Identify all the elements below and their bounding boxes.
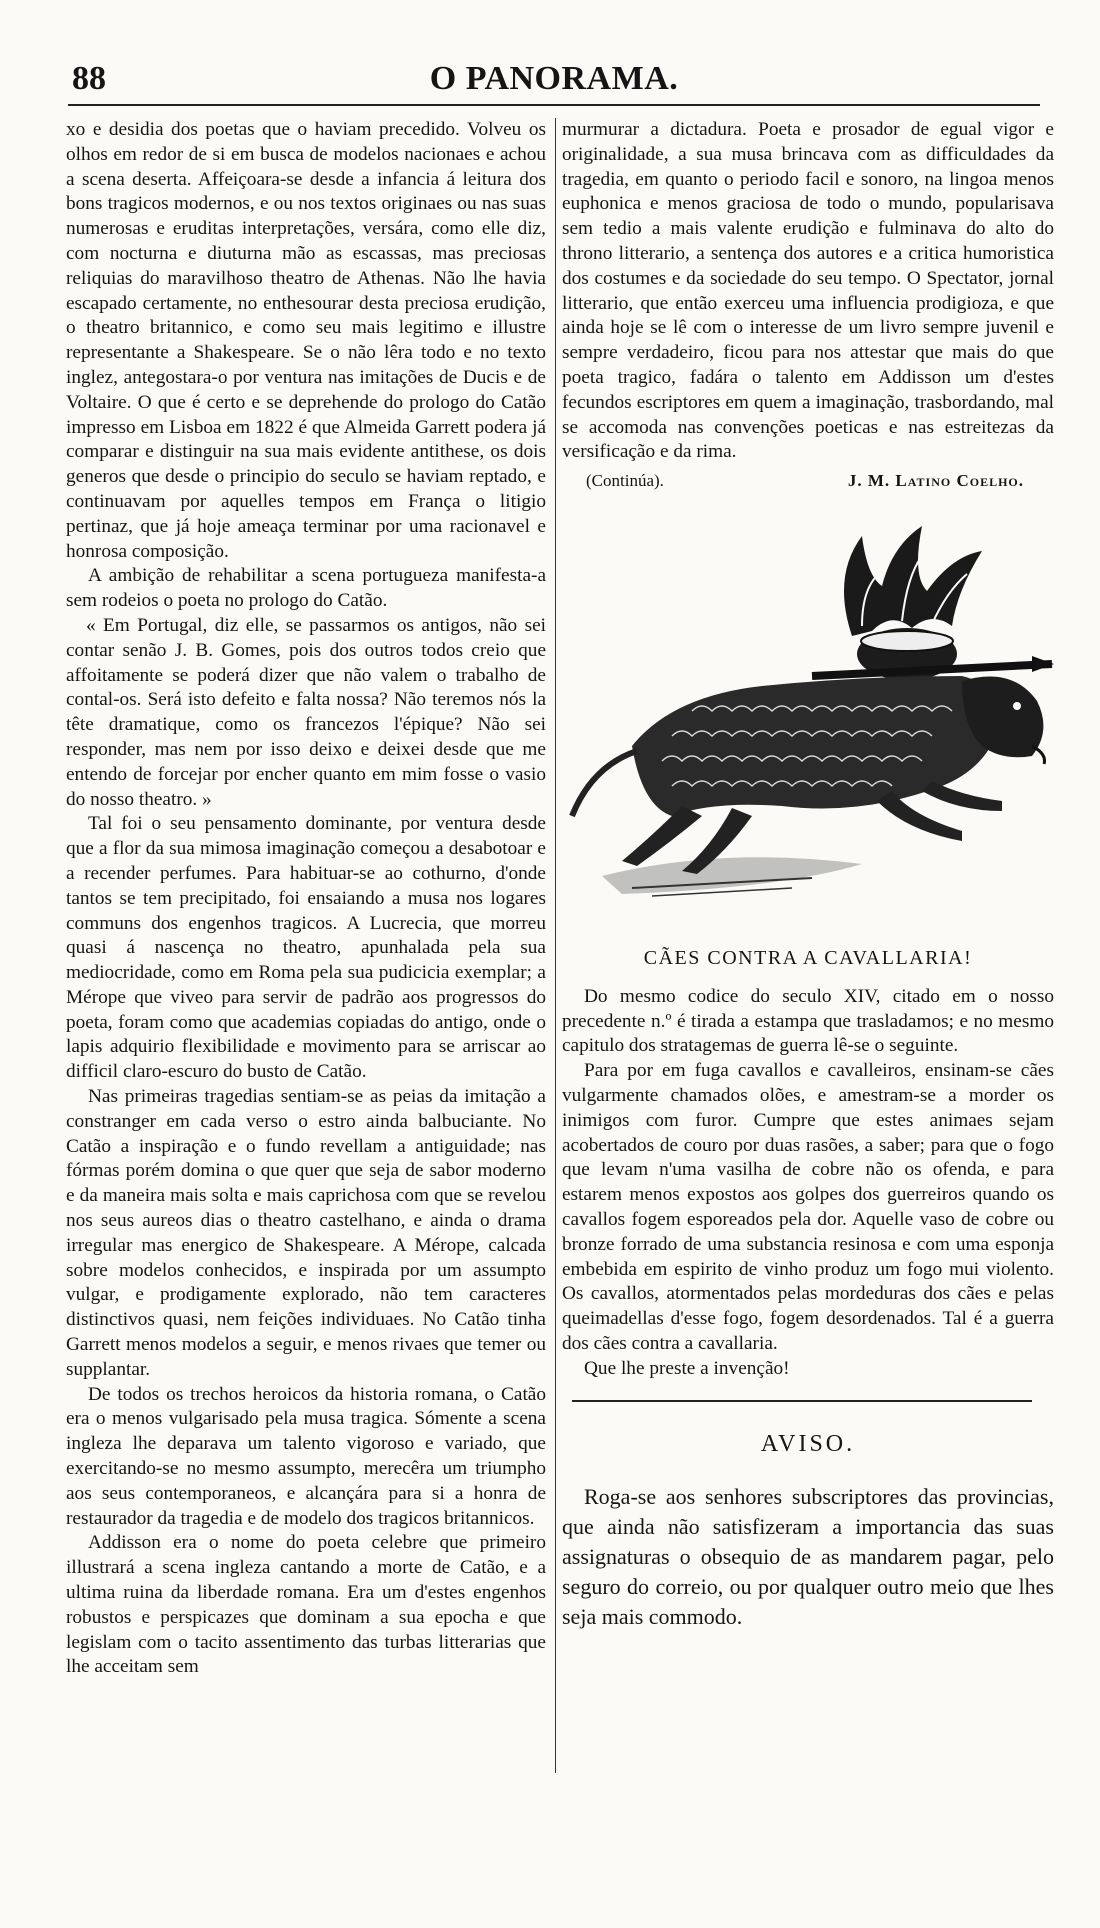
article-paragraph: A ambição de rehabilitar a scena portugueza manifesta-a sem rodeios o poeta no prologo do Catão. (66, 565, 546, 612)
left-column (66, 118, 546, 1680)
continua-label: (Continúa). (586, 471, 664, 491)
article-paragraph: Tal foi o seu pensamento dominante, por ventura desde que a flor da sua mimosa imaginação começou a desabotoar e a recender perfumes. Para habituar-se ao cothurno, d'onde tantos se tem precipitado, foi ensaiando a musa nos logares communs dos engenhos tragicos. A Lucrecia, que morreu quasi á nascença no theatro, apunhalada pela sua mediocridade, como em Roma pela sua pudicicia exemplar; a Mérope que viveo para servir de padrão aos progressos do poeta, foram como que academias copiadas do antigo, onde o lapis adquirio flexibilidade e movimento para se arriscar ao difficil claro-escuro do busto de Catão. (66, 813, 546, 1083)
page-number: 88 (72, 60, 106, 97)
article-paragraph: Que lhe preste a invenção! (584, 1357, 790, 1379)
author-signature: J. M. Latino Coelho. (847, 471, 1024, 491)
quotation-paragraph: « Em Portugal, diz elle, se passarmos os antigos, não sei contar senão J. B. Gomes, pois dos outros todos creio que affoitamente se poderá dizer que não valem o trabalho de contal-os. Será isto defeito e falta nossa? Não teremos nós la tête dramatique, como os francezos l'épique? Não sei responder, mas nem por isso deixo e deixei desde que me entendo de forcejar por encher quanto em mim fosse o vasio do nosso theatro. » (66, 614, 546, 810)
column-divider (555, 118, 556, 1773)
illustration-caption: CÃES CONTRA A CAVALLARIA! (643, 946, 973, 969)
article-paragraph: De todos os trechos heroicos da historia romana, o Catão era o menos vulgarisado pela musa tragica. Sómente a scena ingleza lhe deparava um talento vigoroso e variado, que exercitando-se no mesmo assumpto, merecêra um triumpho aos seus contemporaneos, e alcançára para si a honra de restaurador da tragedia e de modelo dos tragicos britannicos. (66, 1383, 546, 1529)
article-paragraph: murmurar a dictadura. Poeta e prosador de egual vigor e originalidade, a sua musa brincava com as difficuldades da tragedia, em quanto o periodo facil e sonoro, na lingoa menos euphonica e menos graciosa de todo o mundo, popularisava sem tedio a mais valente erudição e fulminava do alto do throno litterario, a sentença dos autores e a critica humoristica dos costumes e da sociedade do seu tempo. O Spectator, jornal litterario, que então exerceu uma influencia prodigioza, e que ainda hoje se lê com o interesse de um livro sempre juvenil e sempre verdadeiro, ficou para nos attestar que mais do que poeta tragico, fadára o talento em Addisson um d'estes fecundos escriptores em quem a imaginação, trasbordando, mal se accomoda nas convenções poeticas e nas estreitezas da versificação e da rima. (562, 119, 1054, 463)
right-column (562, 118, 1054, 1632)
article-paragraph: xo e desidia dos poetas que o haviam precedido. Volveu os olhos em redor de si em busca de modelos nacionaes e achou a scena deserta. Affeiçoara-se desde a infancia á leitura dos bons tragicos modernos, e ou nos textos originaes ou nas suas numerosas e eruditas interpretações, versára, como elle diz, com nocturna e diuturna mão as escassas, mas preciosas reliquias do maravilhoso theatro de Athenas. Não lhe havia escapado certamente, no enthesourar desta preciosa erudição, o theatro britannico, e como seu mais legitimo e illustre representante a Shakespeare. Se o não lêra todo e no texto inglez, antegostara-o por ventura nas imitações de Ducis e de Voltaire. O que é certo e se deprehende do prologo do Catão impresso em Lisboa em 1822 é que Almeida Garrett podera já comparar e distinguir na sua mais evidente antithese, os dois generos que desde o principio do seculo se haviam reptado, e continuavam por aquelles tempos em França o litigio pertinaz, que já hoje ameaça terminar por uma racionavel e honrosa composição. (66, 119, 546, 562)
dog-illustration (562, 516, 1054, 938)
article-paragraph: Para por em fuga cavallos e cavalleiros, ensinam-se cães vulgarmente chamados olões, e amestram-se a morder os inimigos com furor. Cumpre que estes animaes sejam acobertados de couro por duas rasões, a saber; para que o fogo que levam n'uma vasilha de cobre não os ofenda, e para estarem menos expostos aos golpes dos guerreiros quando os cavallos fogem esporeados pela dor. Aquelle vaso de cobre ou bronze forrado de uma substancia resinosa e com uma esponja embebida em espirito de vinho produz um fogo mui violento. Os cavallos, atormentados pelas mordeduras dos cães e pelas queimadellas d'esse fogo, fogem desordenados. Tal é a guerra dos cães contra a cavallaria. (562, 1060, 1054, 1354)
section-divider (572, 1400, 1032, 1402)
armored-dog-icon (562, 516, 1054, 938)
article-paragraph: Nas primeiras tragedias sentiam-se as peias da imitação a constranger em cada verso o estro ainda balbuciante. No Catão a inspiração e o fundo revellam a antiguidade; nas fórmas porém domina o que quer que seja de sabor moderno e da maneira mais solta e mais caprichosa com que se revelou nos seus aureos dias o theatro castelhano, e ainda o drama irregular mas energico de Shakespeare. A Mérope, calcada sobre modelos conhecidos, e inspirada por um assumpto vulgar, e prodigamente explorado, não tem caracteres distinctivos quasi, nem feições individuaes. No Catão tinha Garrett menos modelos a seguir, e menos rivaes que temer ou supplantar. (66, 1086, 546, 1380)
signature-row (562, 469, 1054, 494)
article-paragraph: Do mesmo codice do seculo XIV, citado em o nosso precedente n.º é tirada a estampa que trasladamos; e no mesmo capitulo dos stratagemas de guerra lê-se o seguinte. (562, 985, 1054, 1057)
article-paragraph: Addisson era o nome do poeta celebre que primeiro illustrará a scena ingleza cantando a morte de Catão, e a ultima ruina da liberdade romana. Era um d'estes engenhos robustos e perspicazes que dominam a sua epocha e que legislam com o tacito assentimento das turbas litterarias que lhe acceitam sem (66, 1532, 546, 1678)
notice-title: AVISO. (760, 1430, 856, 1457)
page-header (68, 58, 1040, 106)
journal-title: O PANORAMA. (429, 60, 679, 97)
notice-body: Roga-se aos senhores subscriptores das provincias, que ainda não satisfizeram a importancia das suas assignaturas o obsequio de as mandarem pagar, pelo seguro do correio, ou por qualquer outro meio que lhes seja mais commodo. (562, 1484, 1054, 1630)
